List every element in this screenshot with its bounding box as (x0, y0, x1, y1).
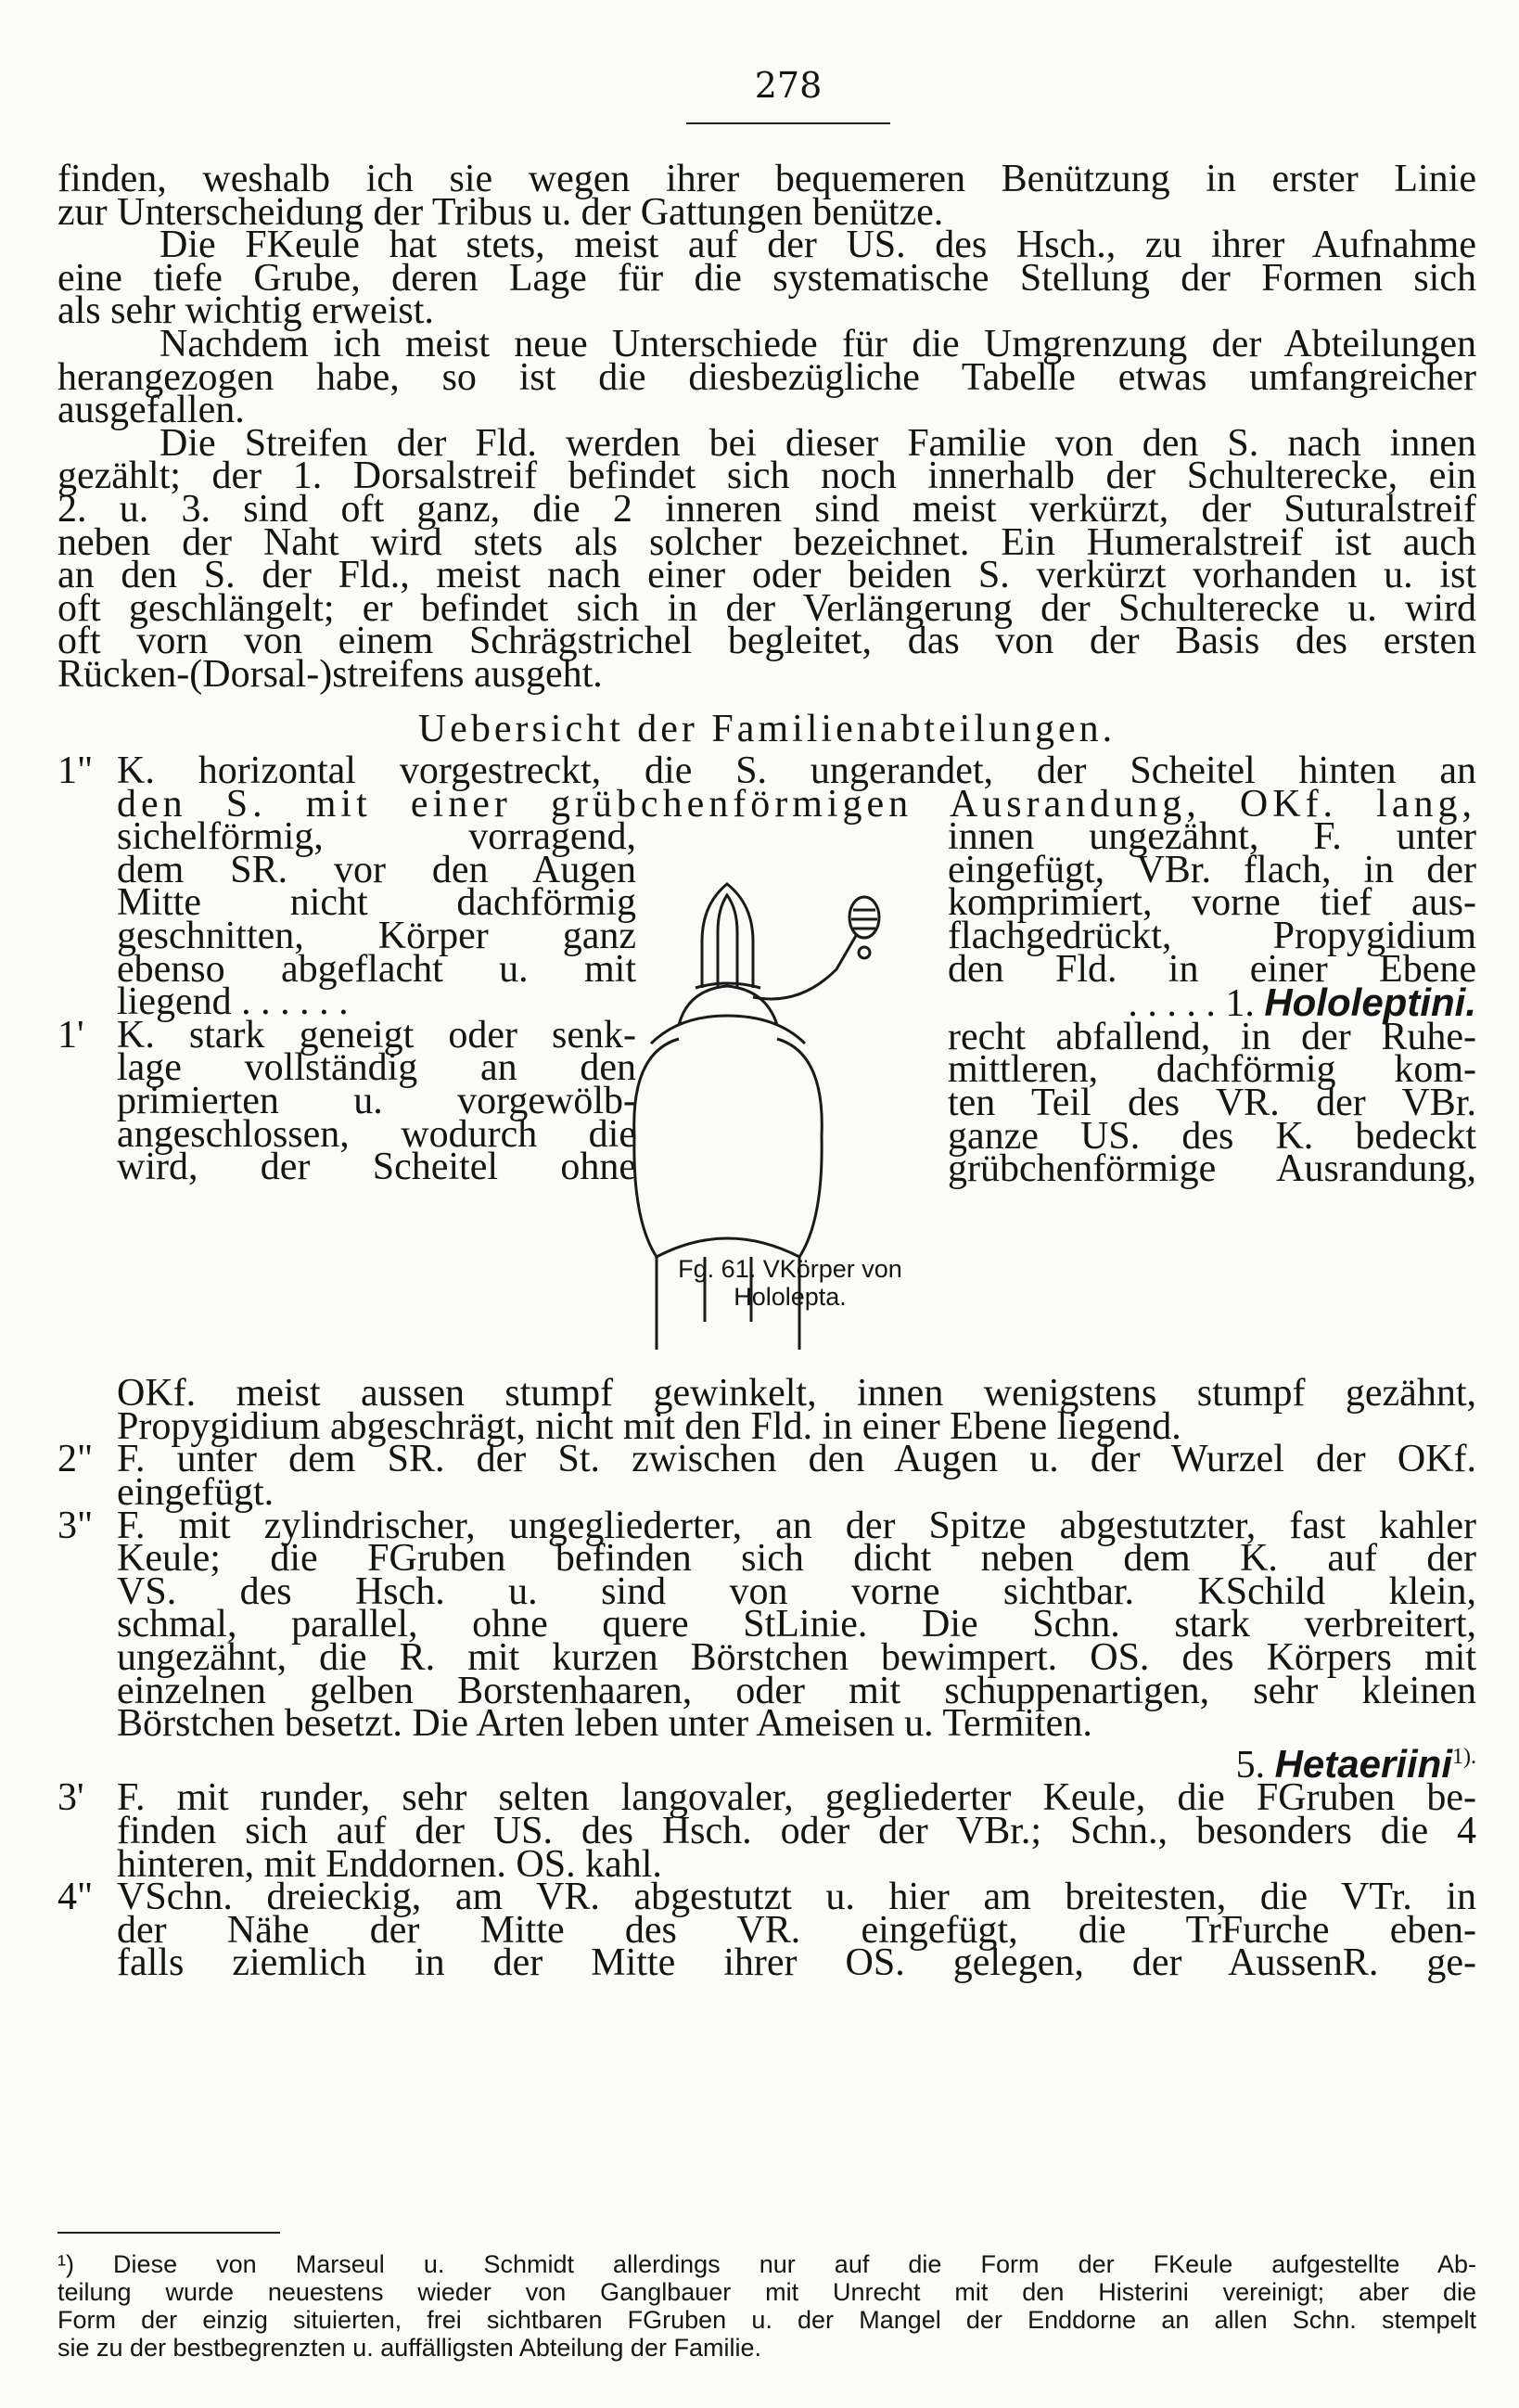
text-line: gezählt; der 1. Dorsalstreif befindet sich noch innerhalb der Schulterecke, ein (57, 455, 1476, 498)
text-line: ausgefallen. (57, 389, 245, 432)
text-line: Mitte nicht dachförmig (117, 881, 636, 925)
text-line: Propygidium abgeschrägt, nicht mit den Fld. in einer Ebene liegend. (117, 1404, 1181, 1448)
text-line: neben der Naht wird stets als solcher bezeichnet. Ein Humeralstreif ist auch (57, 520, 1476, 564)
couplet-number: 1' (57, 1013, 84, 1057)
text-line: ten Teil des VR. der VBr. (948, 1082, 1476, 1125)
text-line: finden sich auf der US. des Hsch. oder der VBr.; Schn., besonders die 4 (117, 1810, 1476, 1852)
text-line: Nachdem ich meist neue Unterschiede für die Umgrenzung der Abteilungen (160, 322, 1476, 365)
text-line: 2. u. 3. sind oft ganz, die 2 inneren sind meist verkürzt, der Suturalstreif (57, 487, 1476, 531)
text-line: wird, der Scheitel ohne (117, 1146, 636, 1189)
couplet-number: 3" (57, 1504, 94, 1547)
couplet-number: 4" (57, 1876, 94, 1919)
key-entry-line (57, 1776, 1476, 1820)
text-line: ebenso abgeflacht u. mit (117, 947, 636, 991)
text-line: Die FKeule hat stets, meist auf der US. des Hsch., zu ihrer Aufnahme (160, 224, 1476, 267)
footnote-rule (57, 2232, 280, 2234)
caption-line: Hololepta. (734, 1283, 847, 1312)
key-entry-line (57, 1013, 636, 1057)
text-line: herangezogen habe, so ist die diesbezügliche Tabelle etwas umfangreicher (57, 355, 1476, 399)
result-dots: . . . . . 1. (1128, 982, 1255, 1026)
text-line: angeschlossen, wodurch die (117, 1112, 636, 1156)
text-line: OKf. meist aussen stumpf gewinkelt, innen wenigstens stumpf gezähnt, (117, 1372, 1476, 1415)
text-line: als sehr wichtig erweist. (57, 289, 434, 333)
text-line: eine tiefe Grube, deren Lage für die systematische Stellung der Formen sich (57, 256, 1476, 300)
key-entry-line (57, 1438, 1476, 1481)
text-line: Die Streifen der Fld. werden bei dieser Familie von den S. nach innen (160, 421, 1476, 465)
key-entry-line: den S. mit einer grübchenförmigen Ausrandung, OKf. lang, (117, 782, 1476, 826)
footnote-ref: 1). (1452, 1744, 1476, 1769)
text-line: mittleren, dachförmig kom- (948, 1048, 1476, 1092)
text-line: VS. des Hsch. u. sind von vorne sichtbar. KSchild klein, (117, 1569, 1476, 1613)
main-text (57, 158, 1476, 1985)
taxon-name: Hetaeriini (1274, 1741, 1452, 1786)
right-column (948, 815, 1476, 1191)
couplet-text: F. unter dem SR. der St. zwischen den Augen u. der Wurzel der OKf. (117, 1438, 1476, 1481)
taxon-name: Hololeptini. (1264, 980, 1476, 1025)
key-entry-line (57, 1876, 1476, 1919)
text-line: liegend . . . . . . (117, 980, 349, 1024)
footnote-line: sie zu der bestbegrenzten u. auffälligsten Abteilung der Familie. (57, 2334, 761, 2362)
text-line: oft geschlängelt; er befindet sich in der Verlängerung der Schulterecke u. wird (57, 586, 1476, 630)
text-line: falls ziemlich in der Mitte ihrer OS. gelegen, der AussenR. ge- (117, 1941, 1476, 1985)
footnote-line: ¹) Diese von Marseul u. Schmidt allerdings nur auf die Form der FKeule aufgestellte Ab- (57, 2250, 1476, 2278)
couplet-text: VSchn. dreieckig, am VR. abgestutzt u. hier am breitesten, die VTr. in (117, 1876, 1476, 1919)
couplet-text: K. stark geneigt oder senk- (117, 1013, 636, 1057)
text-line: ganze US. des K. bedeckt (948, 1114, 1476, 1158)
text-line: recht abfallend, in der Ruhe- (948, 1015, 1476, 1058)
couplet-number: 3' (57, 1776, 84, 1820)
text-line: grübchenförmige Ausrandung, (948, 1147, 1476, 1191)
text-line: sichelförmig, vorragend, (117, 815, 636, 859)
text-line: ungezähnt, die R. mit kurzen Börstchen bewimpert. OS. des Körpers mit (117, 1636, 1476, 1680)
text-line: den Fld. in einer Ebene (948, 947, 1476, 991)
text-line: innen ungezähnt, F. unter (948, 815, 1476, 859)
couplet-text: K. horizontal vorgestreckt, die S. ungerandet, der Scheitel hinten an (117, 749, 1476, 793)
text-line: komprimiert, vorne tief aus- (948, 881, 1476, 925)
text-line: geschnitten, Körper ganz (117, 915, 636, 958)
caption-line: Fg. 61. VKörper von (678, 1255, 902, 1284)
footnote-line: Form der einzig situierten, frei sichtbaren FGruben u. der Mangel der Enddorne an allen Schn. stempelt (57, 2306, 1476, 2334)
text-line: dem SR. vor den Augen (117, 848, 636, 891)
text-line: schmal, parallel, ohne quere StLinie. Die Schn. stark verbreitert, (117, 1603, 1476, 1646)
left-column (57, 815, 636, 1189)
text-line: der Nähe der Mitte des VR. eingefügt, die TrFurche eben- (117, 1908, 1476, 1952)
section-heading: Uebersicht der Familienabteilungen. (417, 707, 1117, 750)
text-line: Börstchen besetzt. Die Arten leben unter Ameisen u. Termiten. (117, 1702, 1092, 1746)
couplet-number: 1" (57, 749, 94, 793)
couplet-text: F. mit zylindrischer, ungegliederter, an der Spitze abgestutzter, fast kahler (117, 1504, 1476, 1547)
figure-caption (614, 1255, 966, 1311)
text-line: einzelnen gelben Borstenhaaren, oder mit schuppenartigen, sehr kleinen (117, 1669, 1476, 1712)
text-line: finden, weshalb ich sie wegen ihrer bequemeren Benützung in erster Linie (57, 158, 1476, 200)
text-line: an den S. der Fld., meist nach einer oder beiden S. verkürzt vorhanden u. ist (57, 554, 1476, 597)
text-line: Keule; die FGruben befinden sich dicht neben dem K. auf der (117, 1537, 1476, 1581)
key-entry-line (57, 1504, 1476, 1547)
result-number: 5. (1235, 1743, 1266, 1787)
footnote-line: teilung wurde neuestens wieder von Ganglbauer mit Unrecht mit den Histerini vereinigt; aber die (57, 2278, 1476, 2306)
page-number: 278 (754, 65, 823, 106)
text-line: hinteren, mit Enddornen. OS. kahl. (117, 1842, 662, 1886)
text-line: lage vollständig an den (117, 1046, 636, 1090)
text-line: oft vorn von einem Schrägstrichel begleitet, das von der Basis des ersten (57, 620, 1476, 663)
figure-wrap-block (57, 815, 1476, 1377)
footnote (57, 2250, 1476, 2362)
text-line: flachgedrückt, Propygidium (948, 915, 1476, 958)
text-line: eingefügt. (117, 1471, 274, 1515)
couplet-number: 2" (57, 1438, 94, 1481)
text-line: primierten u. vorgewölb- (117, 1080, 636, 1123)
couplet-text: F. mit runder, sehr selten langovaler, gegliederter Keule, die FGruben be- (117, 1776, 1476, 1820)
text-line: zur Unterscheidung der Tribus u. der Gattungen benütze. (57, 190, 944, 234)
text-line: eingefügt, VBr. flach, in der (948, 848, 1476, 891)
page-number-rule (686, 122, 890, 124)
text-line: Rücken-(Dorsal-)streifens ausgeht. (57, 652, 603, 696)
